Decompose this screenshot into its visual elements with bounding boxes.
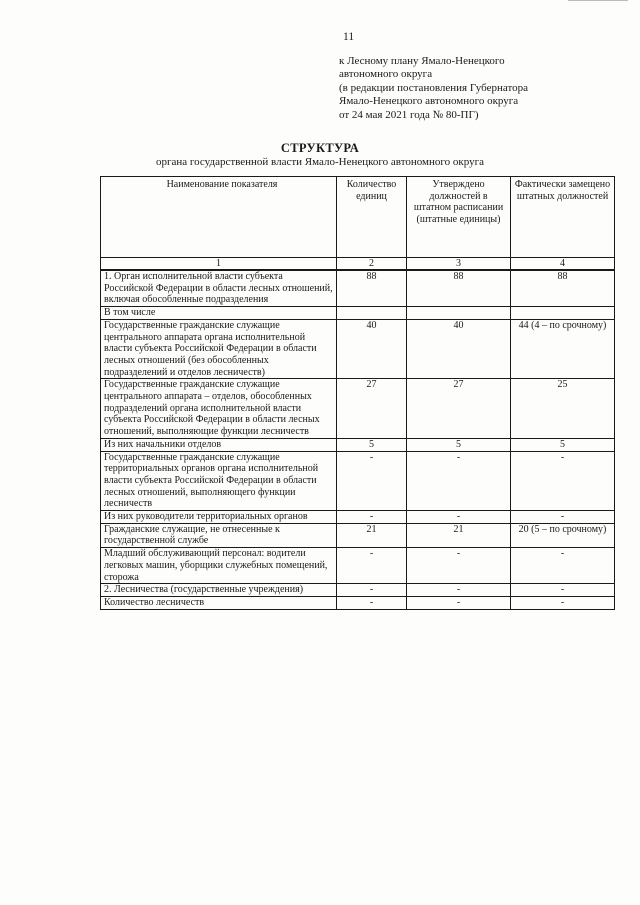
header-note bbox=[339, 55, 609, 122]
row-name: Количество лесничеств bbox=[101, 596, 337, 609]
structure-table bbox=[100, 176, 615, 610]
column-index-row bbox=[101, 258, 615, 271]
header-note-line: к Лесному плану Ямало-Ненецкого bbox=[339, 55, 505, 67]
row-approved: 21 bbox=[407, 523, 511, 547]
row-actual: - bbox=[511, 548, 615, 584]
row-approved: 88 bbox=[407, 270, 511, 307]
row-actual: 20 (5 – по срочному) bbox=[511, 523, 615, 547]
row-name: Государственные гражданские служащие центрального аппарата – отделов, обособленных подразделений органа исполнительной власти субъекта Российской Федерации в области лесных отношений, выполняющие функции лесничеств bbox=[101, 379, 337, 439]
row-approved: - bbox=[407, 451, 511, 511]
document-title: СТРУКТУРА bbox=[280, 141, 360, 155]
row-name: 1. Орган исполнительной власти субъекта Российской Федерации в области лесных отношений, включая обособленные подразделения bbox=[101, 270, 337, 307]
row-actual: 88 bbox=[511, 270, 615, 307]
index-cell: 4 bbox=[511, 258, 615, 271]
header-note-line: автономного округа bbox=[339, 68, 433, 81]
row-approved: - bbox=[407, 548, 511, 584]
header-note-line: Ямало-Ненецкого автономного округа bbox=[339, 95, 519, 108]
row-count: - bbox=[337, 511, 407, 524]
table-row bbox=[101, 319, 615, 379]
table-row bbox=[101, 584, 615, 597]
row-actual: 25 bbox=[511, 379, 615, 439]
row-count: - bbox=[337, 596, 407, 609]
row-actual: - bbox=[511, 596, 615, 609]
index-cell: 1 bbox=[101, 258, 337, 271]
header-count: Количество единиц bbox=[337, 177, 407, 258]
header-approved: Утверждено должностей в штатном расписании (штатные единицы) bbox=[407, 177, 511, 258]
row-name: Из них начальники отделов bbox=[101, 438, 337, 451]
header-note-line: (в редакции постановления Губернатора bbox=[339, 81, 528, 94]
row-approved: - bbox=[407, 596, 511, 609]
index-cell: 3 bbox=[407, 258, 511, 271]
row-actual: 5 bbox=[511, 438, 615, 451]
table-row bbox=[101, 379, 615, 439]
table-row bbox=[101, 438, 615, 451]
row-actual: 44 (4 – по срочному) bbox=[511, 319, 615, 379]
row-count: 88 bbox=[337, 270, 407, 307]
row-name: В том числе bbox=[101, 307, 337, 320]
index-cell: 2 bbox=[337, 258, 407, 271]
row-count: - bbox=[337, 548, 407, 584]
row-count: 27 bbox=[337, 379, 407, 439]
table-row bbox=[101, 270, 615, 307]
row-approved: - bbox=[407, 584, 511, 597]
row-name: Младший обслуживающий персонал: водители легковых машин, уборщики служебных помещений, сторожа bbox=[101, 548, 337, 584]
header-name: Наименование показателя bbox=[101, 177, 337, 258]
page-number: 11 bbox=[343, 31, 355, 43]
row-approved: 5 bbox=[407, 438, 511, 451]
row-approved: 40 bbox=[407, 319, 511, 379]
row-approved bbox=[407, 307, 511, 320]
row-actual: - bbox=[511, 451, 615, 511]
row-name: Государственные гражданские служащие центрального аппарата органа исполнительной власти субъекта Российской Федерации в области лесных отношений (без обособленных подразделений и отделов лесничеств) bbox=[101, 319, 337, 379]
table-row bbox=[101, 511, 615, 524]
row-approved: 27 bbox=[407, 379, 511, 439]
table-row bbox=[101, 451, 615, 511]
row-count: 40 bbox=[337, 319, 407, 379]
row-name: 2. Лесничества (государственные учреждения) bbox=[101, 584, 337, 597]
row-name: Государственные гражданские служащие территориальных органов органа исполнительной власти субъекта Российской Федерации в области лесных отношений, выполняющего функции лесничеств bbox=[101, 451, 337, 511]
row-count: 21 bbox=[337, 523, 407, 547]
row-name: Гражданские служащие, не отнесенные к государственной службе bbox=[101, 523, 337, 547]
row-count bbox=[337, 307, 407, 320]
table-row bbox=[101, 548, 615, 584]
row-actual: - bbox=[511, 584, 615, 597]
row-approved: - bbox=[407, 511, 511, 524]
header-note-line: от 24 мая 2021 года № 80-ПГ) bbox=[339, 108, 479, 121]
row-actual: - bbox=[511, 511, 615, 524]
header-actual: Фактически замещено штатных должностей bbox=[511, 177, 615, 258]
row-name: Из них руководители территориальных органов bbox=[101, 511, 337, 524]
row-count: - bbox=[337, 584, 407, 597]
row-actual bbox=[511, 307, 615, 320]
scan-edge-marks bbox=[568, 0, 628, 3]
table-row bbox=[101, 523, 615, 547]
row-count: - bbox=[337, 451, 407, 511]
table-header-row bbox=[101, 177, 615, 258]
row-count: 5 bbox=[337, 438, 407, 451]
table-row bbox=[101, 307, 615, 320]
document-subtitle: органа государственной власти Ямало-Ненецкого автономного округа bbox=[156, 156, 484, 168]
table-row bbox=[101, 596, 615, 609]
